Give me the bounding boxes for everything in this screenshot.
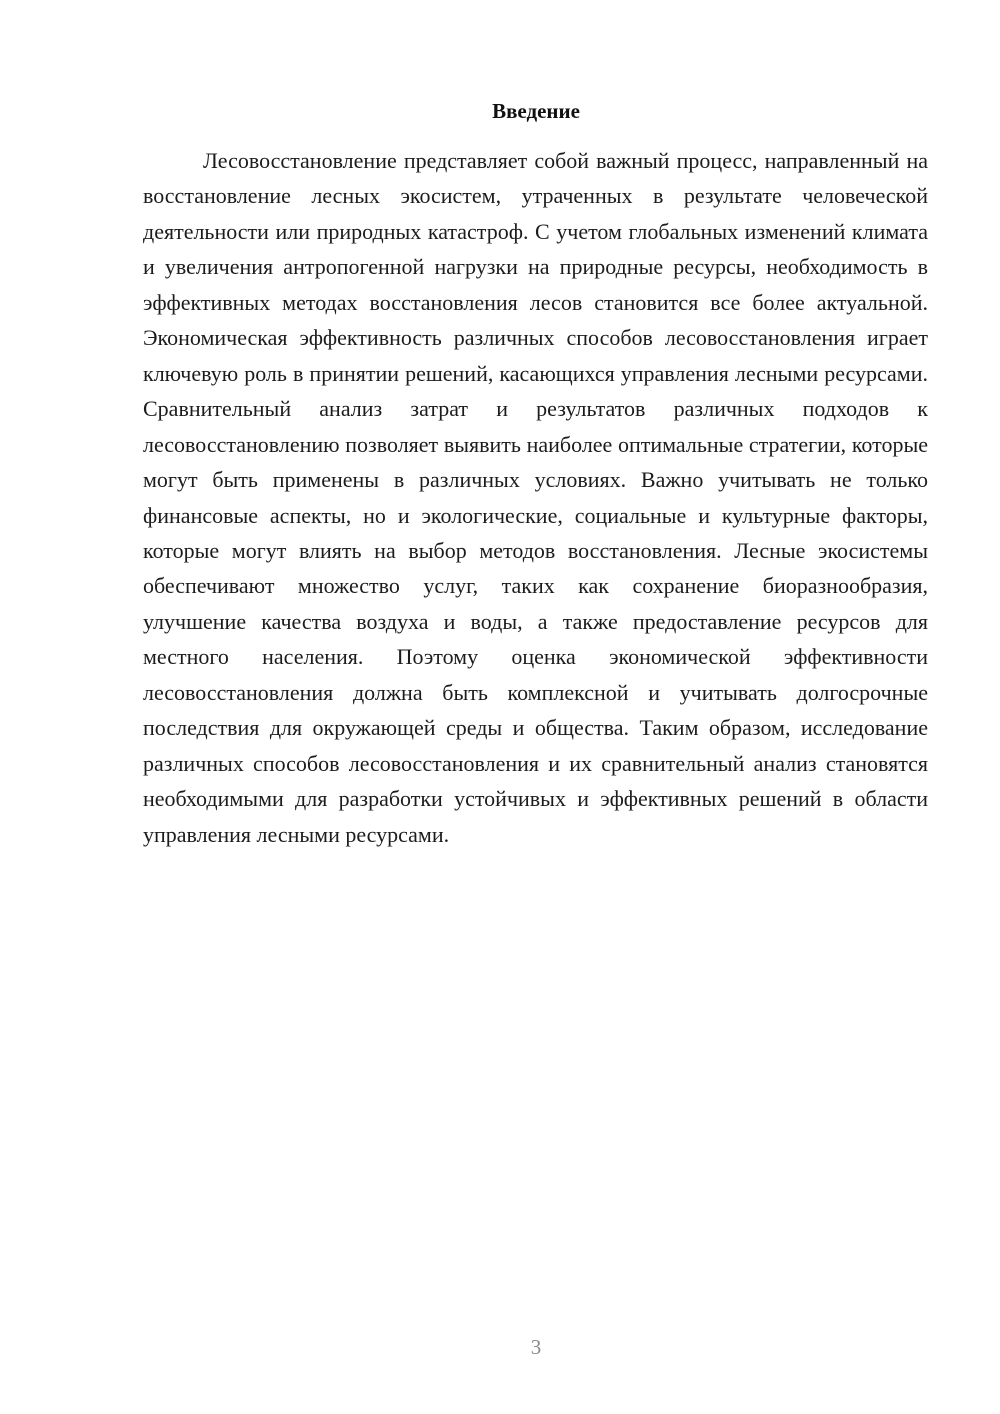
page-number: 3: [530, 1335, 542, 1359]
introduction-paragraph: Лесовосстановление представляет собой важный процесс, направленный на восстановление лесных экосистем, утраченных в результате человеческой деятельности или природных катастроф. С учетом глобальных изменений климата и увеличения антропогенной нагрузки на природные ресурсы, необходимость в эффективных методах восстановления лесов становится все более актуальной. Экономическая эффективность различных способов лесовосстановления играет ключевую роль в принятии решений, касающихся управления лесными ресурсами. Сравнительный анализ затрат и результатов различных подходов к лесовосстановлению позволяет выявить наиболее оптимальные стратегии, которые могут быть применены в различных условиях. Важно учитывать не только финансовые аспекты, но и экологические, социальные и культурные факторы, которые могут влиять на выбор методов восстановления. Лесные экосистемы обеспечивают множество услуг, таких как сохранение биоразнообразия, улучшение качества воздуха и воды, а также предоставление ресурсов для местного населения. Поэтому оценка экономической эффективности лесовосстановления должна быть комплексной и учитывать долгосрочные последствия для окружающей среды и общества. Таким образом, исследование различных способов лесовосстановления и их сравнительный анализ становятся необходимыми для разработки устойчивых и эффективных решений в области управления лесными ресурсами.: [143, 148, 928, 847]
section-heading: Введение: [492, 99, 580, 123]
